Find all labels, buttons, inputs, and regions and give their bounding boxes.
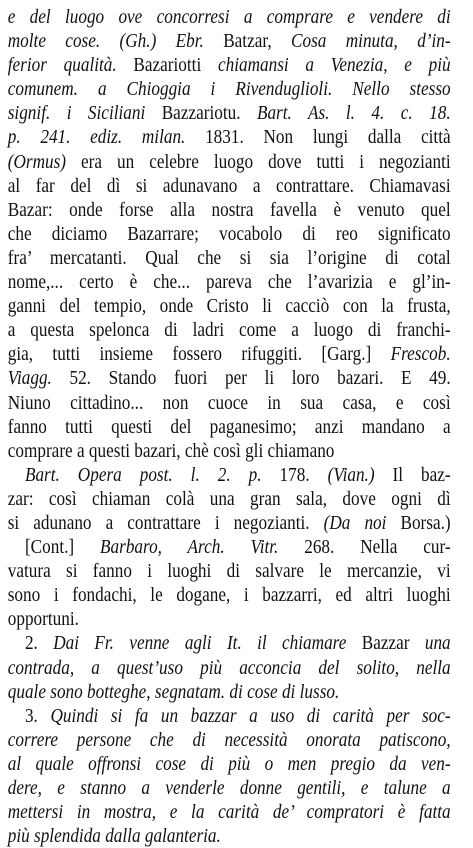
text-run: signif. i Siciliani <box>7 102 162 125</box>
text-line <box>8 342 451 366</box>
text-run: comunem. a Chioggia i Rivenduglioli. Nello stesso <box>7 78 451 101</box>
text-run: vatura si fanno i luoghi di salvare le mercanzie, vi <box>7 560 451 583</box>
text-run: e del luogo ove concorresi a comprare e vendere di <box>7 6 451 28</box>
text-line <box>8 125 451 149</box>
text-line <box>8 366 451 390</box>
text-line <box>8 463 451 487</box>
text-run: 2. <box>24 632 54 655</box>
text-run: Bazzar <box>361 632 425 655</box>
text-line <box>8 800 451 824</box>
text-line <box>8 824 451 848</box>
text-run: p. 241. ediz. milan. <box>7 126 206 149</box>
text-line <box>8 607 451 631</box>
text-run: Niuno cittadino... non cuoce in sua casa, e così <box>7 391 451 414</box>
text-run: che diciamo Bazarrare; vocabolo di reo significato <box>7 222 451 245</box>
text-run: Barbaro, Arch. Vitr. <box>100 536 305 559</box>
text-run: mettersi in mostra, e la carità de’ compratori è fatta <box>7 801 451 824</box>
text-line <box>8 415 451 439</box>
text-run: ganni del tempio, onde Cristo li cacciò con la frusta, <box>7 295 451 318</box>
text-line <box>8 101 451 125</box>
text-run: era un celebre luogo dove tutti i negozianti <box>66 150 451 173</box>
text-run: fanno tutti questi del paganesimo; anzi mandano a <box>7 415 451 438</box>
text-run: Batzar, <box>223 30 292 53</box>
text-run: quale sono botteghe, segnatam. di cose di lusso. <box>7 680 340 703</box>
text-run: (Vian.) <box>327 463 375 486</box>
text-line <box>8 198 451 222</box>
text-run: correre persone che di necessità onorata patiscono, <box>7 728 451 751</box>
text-run: comprare a questi bazari, chè così gli chiamano <box>7 439 335 462</box>
text-line <box>8 270 451 294</box>
text-run: Bart. Opera post. l. 2. p. <box>24 463 280 486</box>
text-line <box>8 656 451 680</box>
text-line <box>8 391 451 415</box>
text-line <box>8 246 451 270</box>
text-line <box>8 77 451 101</box>
text-line <box>8 583 451 607</box>
text-line <box>8 728 451 752</box>
text-run: Quindi si fa un bazzar a uso di carità per soc- <box>50 704 451 727</box>
text-line <box>8 511 451 535</box>
text-run: Dai Fr. venne agli It. il chiamare <box>53 632 362 655</box>
text-run: 3. <box>24 704 51 727</box>
text-run: Il baz- <box>374 463 451 486</box>
text-run: al far del dì si adunavano a contrattare. Chiamavasi <box>7 174 451 197</box>
text-run: Frescob. <box>390 343 451 366</box>
text-run: Bazzariotu. <box>161 102 257 125</box>
text-run: opportuni. <box>7 608 79 631</box>
text-line <box>8 704 451 728</box>
text-line <box>8 174 451 198</box>
text-line <box>8 487 451 511</box>
text-run: Viagg. <box>7 367 70 390</box>
text-run: Bazar: onde forse alla nostra favella è venuto quel <box>7 198 451 221</box>
text-run: chiamansi a Venezia, e più <box>217 54 451 77</box>
text-run: 52. Stando fuori per li loro bazari. <box>69 367 402 390</box>
text-line <box>8 559 451 583</box>
text-run: si adunano a contrattare i negozianti. <box>7 511 324 534</box>
text-run: E 49. <box>401 367 451 390</box>
text-run: Cosa minuta, d’in- <box>291 30 451 53</box>
text-run: ferior qualità. <box>7 54 134 77</box>
text-run: Borsa.) <box>400 511 451 534</box>
text-line <box>8 631 451 655</box>
text-run: (Da noi <box>323 511 401 534</box>
text-line <box>8 535 451 559</box>
text-run: sono i fondachi, le dogane, i bazzarri, ed altri luoghi <box>7 584 451 607</box>
text-run: contrada, a quest’uso più acconcia del solito, nella <box>7 656 451 679</box>
text-line <box>8 150 451 174</box>
text-line <box>8 222 451 246</box>
text-line <box>8 53 451 77</box>
text-line <box>8 439 451 463</box>
text-line <box>8 776 451 800</box>
text-run: fra’ mercatanti. Qual che si sia l’origine di cotal <box>7 246 451 269</box>
text-run: molte cose. (Gh.) Ebr. <box>7 30 224 53</box>
text-run: Bart. As. l. 4. c. 18. <box>256 102 451 125</box>
text-run: zar: così chiaman colà una gran sala, dove ogni dì <box>7 487 451 510</box>
text-line <box>8 5 451 29</box>
text-line <box>8 318 451 342</box>
text-line <box>8 680 451 704</box>
text-run: (Ormus) <box>7 150 67 173</box>
text-run: [Cont.] <box>24 536 101 559</box>
text-line <box>8 294 451 318</box>
text-run: 268. Nella cur- <box>304 536 451 559</box>
text-run: a questa spelonca di ladri come a luogo di franchi- <box>7 319 451 342</box>
text-line <box>8 29 451 53</box>
text-line <box>8 752 451 776</box>
text-run: Bazariotti <box>133 54 218 77</box>
text-run: più splendida dalla galanteria. <box>7 825 221 848</box>
text-run: dere, e stanno a venderle donne gentili, e talune a <box>7 777 451 799</box>
text-run: 178. <box>279 463 328 486</box>
text-run: nome,... certo è che... pareva che l’avarizia e gl’in- <box>7 271 451 294</box>
text-run: 1831. Non lungi dalla città <box>205 126 451 149</box>
text-run: gia, tutti insieme fossero rifuggiti. [Garg.] <box>7 343 391 366</box>
text-run: al quale offronsi cose di più o men pregio da ven- <box>7 752 451 775</box>
text-run: una <box>424 632 451 655</box>
